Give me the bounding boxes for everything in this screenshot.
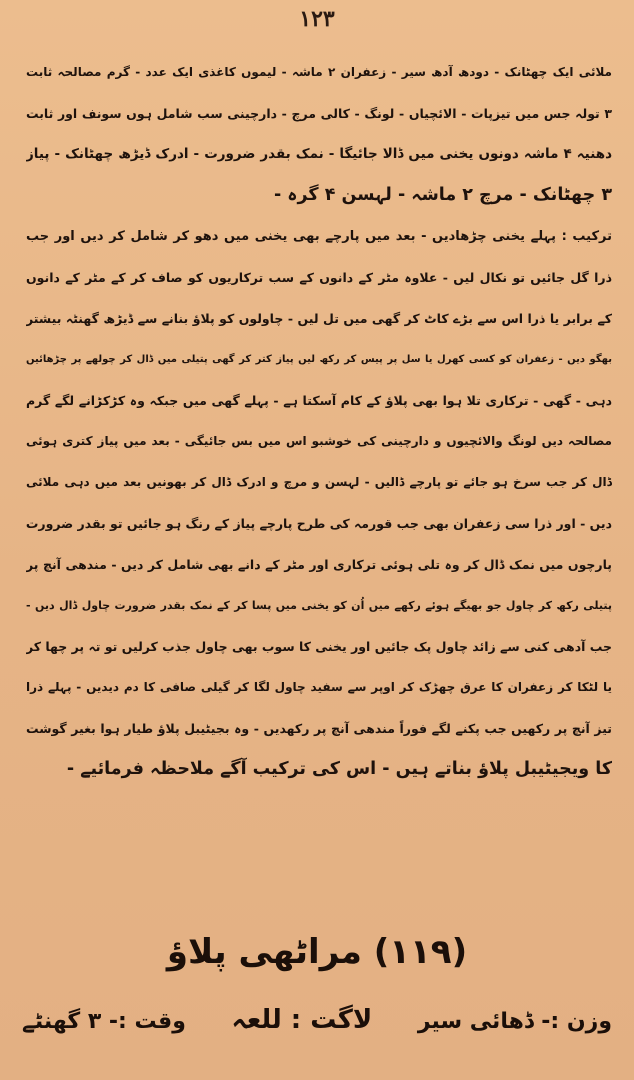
- text-line: بھگو دیں - زعفران کو کسی کھرل یا سل پر پیس کر رکھ لیں پیاز کتر کر گھی پتیلی میں ڈال کر چولھے پر چڑھائیں: [26, 354, 612, 365]
- text-line: پتیلی رکھ کر چاول جو بھیگے ہوئے رکھے میں اُن کو یخنی میں پسا کر کے نمک بقدر ضرورت چاول ڈال دیں -: [26, 599, 612, 612]
- recipe-heading: (۱۱۹) مراٹھی پلاؤ: [166, 932, 468, 972]
- recipe-time: وقت :- ۳ گھنٹے: [22, 1009, 186, 1034]
- text-line: ملائی ایک چھٹانک - دودھ آدھ سیر - زعفران ۲ ماشہ - لیموں کاغذی ایک عدد - گرم مصالحہ ثابت: [26, 65, 612, 79]
- recipe-cost: لاگت : للعہ: [231, 1005, 373, 1035]
- text-line: ۳ تولہ جس میں تیزپات - الائچیاں - لونگ - کالی مرچ - دارچینی سب شامل ہوں سونف اور ثابت: [26, 106, 612, 121]
- text-line: دھنیہ ۴ ماشہ دونوں یخنی میں ڈالا جائیگا - نمک بقدر ضرورت - ادرک ڈیڑھ چھٹانک - پیاز: [26, 146, 612, 162]
- text-line: یا لٹکا کر زعفران کا عرق چھڑک کر اوپر سے سفید چاول لگا کر گیلی صافی کا دم دیدیں - پہلے ذرا: [26, 680, 612, 694]
- text-line: مصالحہ دیں لونگ والائچیوں و دارچینی کی خوشبو اس میں بس جائیگی - بعد میں پیاز کتری ہوئی: [26, 434, 612, 448]
- text-line: پارچوں میں نمک ڈال کر وہ تلی ہوئی ترکاری اور مٹر کے دانے بھی شامل کر دیں - مندھی آنچ پر: [26, 557, 612, 572]
- text-line: ذرا گل جائیں تو نکال لیں - علاوہ مٹر کے دانوں کے سب ترکاریوں کو صاف کر کے مٹر کے دانوں: [26, 270, 612, 285]
- text-line: دیں - اور ذرا سی زعفران بھی جب قورمہ کی طرح پارچے پیاز کے رنگ ہو جائیں تو بقدر ضرورت: [26, 516, 612, 531]
- text-line: دہی - گھی - ترکاری تلا ہوا بھی پلاؤ کے کام آسکتا ہے - پہلے گھی میں جبکہ وہ کڑکڑانے لگے گرم: [26, 393, 612, 408]
- recipe-weight: وزن :- ڈھائی سیر: [417, 1009, 612, 1034]
- text-line: ڈال کر جب سرخ ہو جائے تو پارچے ڈالیں - لہسن و مرچ و ادرک ڈال کر بھونیں بعد میں دہی ملائی: [26, 475, 612, 489]
- text-line: کا ویجیٹیبل پلاؤ بناتے ہیں - اس کی ترکیب آگے ملاحظہ فرمائیے -: [66, 759, 612, 779]
- text-line: کے برابر یا ذرا اس سے بڑے کاٹ کر گھی میں تل لیں - چاولوں کو پلاؤ بنانے سے ڈیڑھ گھنٹہ بیشتر: [26, 311, 612, 326]
- text-line: ترکیب : پہلے یخنی چڑھادیں - بعد میں پارچے بھی یخنی میں دھو کر شامل کر دیں اور جب: [26, 229, 612, 244]
- recipe-footer: [22, 1005, 612, 1035]
- page-number: ۱۲۳: [299, 6, 335, 32]
- text-line: تیز آنچ پر رکھیں جب پکنے لگے فوراً مندھی آنچ پر رکھدیں - وہ بجیٹیبل پلاؤ طیار ہوا بغیر گوشت: [26, 721, 612, 736]
- text-line: جب آدھی کنی سے زائد چاول پک جائیں اور یخنی کا سوب بھی چاول جذب کرلیں تو تہ پر چھا کر: [26, 639, 612, 654]
- text-line: ۳ چھٹانک - مرچ ۲ ماشہ - لہسن ۴ گرہ -: [273, 185, 612, 205]
- recipe-body-text: [26, 52, 612, 790]
